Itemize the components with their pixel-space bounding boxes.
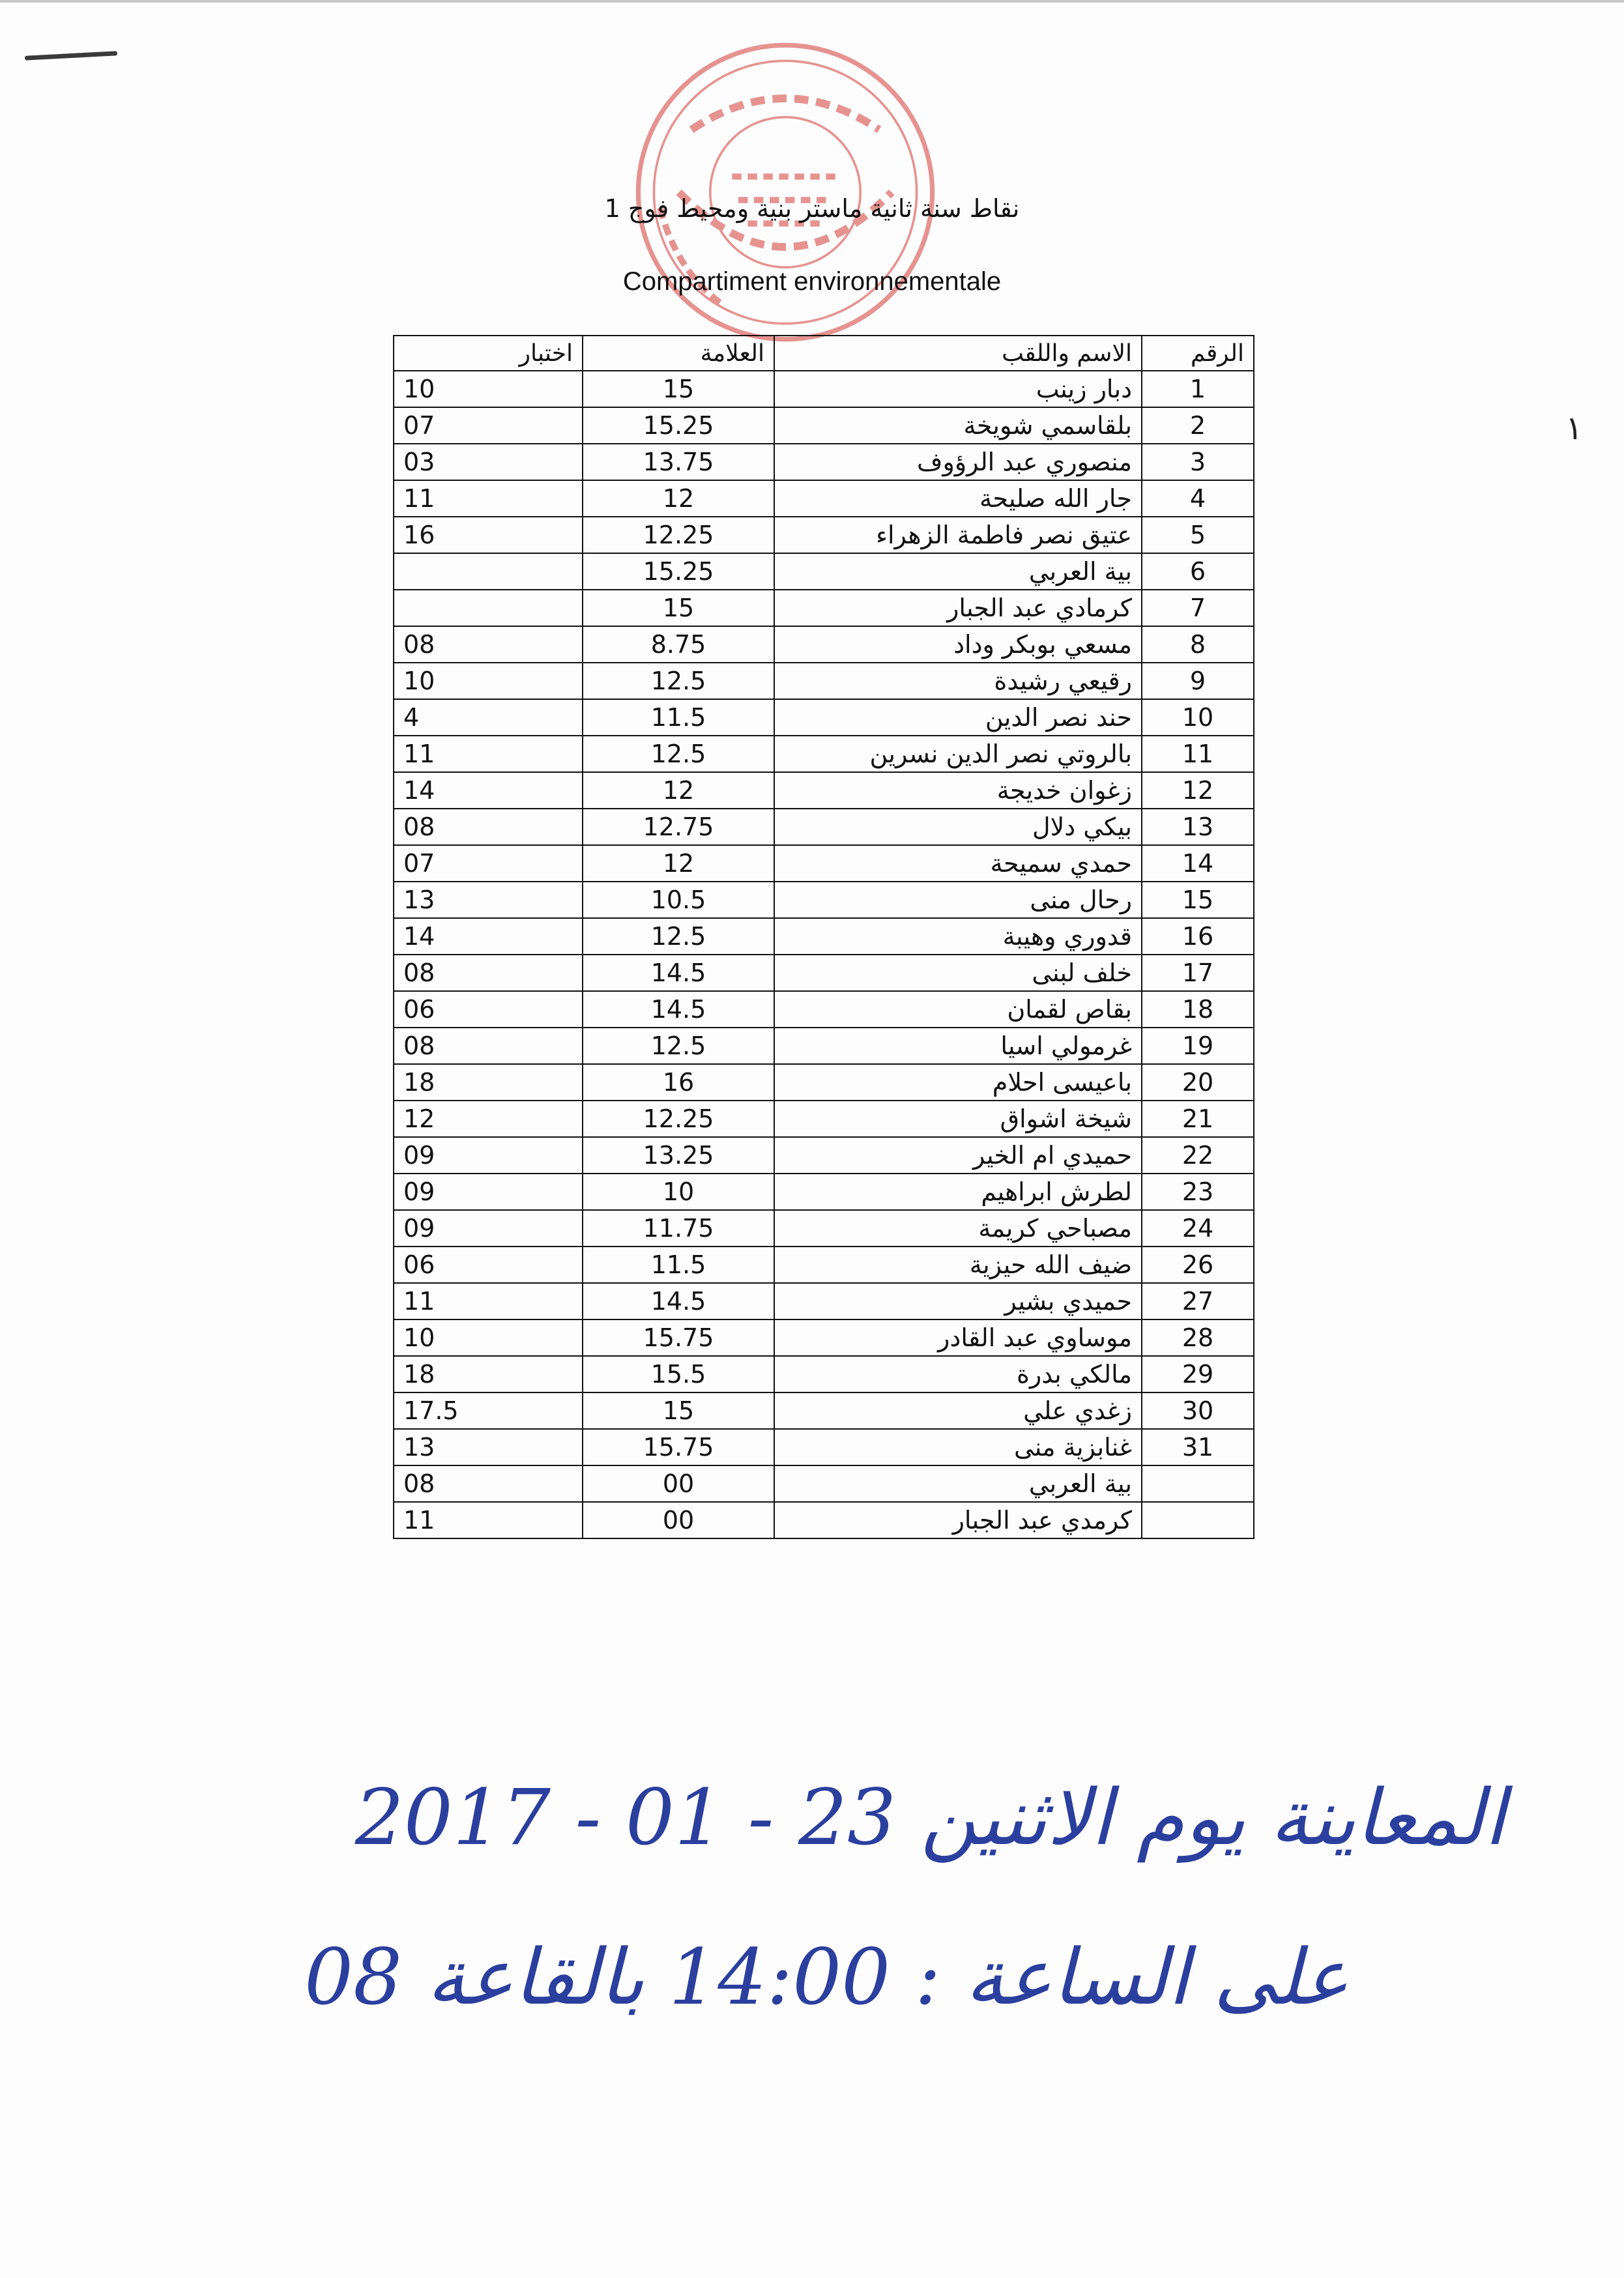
- table-row: [394, 772, 1254, 809]
- cell-grade: 12.5: [583, 663, 774, 699]
- cell-grade: 00: [583, 1502, 774, 1538]
- table-row: [394, 553, 1254, 590]
- page-side-mark: ١: [1565, 409, 1583, 447]
- cell-name: مسعي بوبكر وداد: [774, 626, 1142, 663]
- grades-table: [393, 335, 1254, 1539]
- cell-test: 03: [394, 444, 583, 480]
- cell-grade: 10.5: [583, 882, 774, 918]
- table-row: [394, 845, 1254, 882]
- table-row: [394, 444, 1254, 480]
- cell-name: حميدي ام الخير: [774, 1137, 1142, 1174]
- cell-grade: 15.5: [583, 1356, 774, 1392]
- cell-num: 26: [1142, 1247, 1254, 1283]
- table-row: [394, 1429, 1254, 1465]
- cell-test: 07: [394, 845, 583, 882]
- cell-num: [1142, 1502, 1254, 1538]
- cell-grade: 12.5: [583, 918, 774, 955]
- cell-name: رقيعي رشيدة: [774, 663, 1142, 699]
- table-row: [394, 626, 1254, 663]
- cell-test: 13: [394, 1429, 583, 1465]
- cell-test: 17.5: [394, 1392, 583, 1429]
- cell-test: 06: [394, 991, 583, 1028]
- cell-num: 5: [1142, 517, 1254, 553]
- table-row: [394, 371, 1254, 407]
- cell-test: 08: [394, 809, 583, 845]
- table-row: [394, 1356, 1254, 1392]
- table-row: [394, 1210, 1254, 1247]
- cell-name: غرمولي اسيا: [774, 1028, 1142, 1064]
- table-row: [394, 1392, 1254, 1429]
- cell-test: 18: [394, 1064, 583, 1101]
- cell-name: مالكي بدرة: [774, 1356, 1142, 1392]
- header-name: الاسم واللقب: [774, 336, 1142, 371]
- page-top-edge: [0, 0, 1624, 3]
- cell-grade: 15.75: [583, 1429, 774, 1465]
- handwritten-note-time-room: على الساعة : 14:00 بالقاعة 08: [304, 1932, 1349, 2022]
- table-row: [394, 590, 1254, 626]
- cell-num: 6: [1142, 553, 1254, 590]
- cell-name: عتيق نصر فاطمة الزهراء: [774, 517, 1142, 553]
- cell-test: 12: [394, 1101, 583, 1137]
- table-row: [394, 1137, 1254, 1174]
- cell-num: 10: [1142, 699, 1254, 736]
- cell-test: 16: [394, 517, 583, 553]
- cell-test: 11: [394, 480, 583, 517]
- cell-num: 29: [1142, 1356, 1254, 1392]
- table-row: [394, 1283, 1254, 1319]
- cell-grade: 15.25: [583, 407, 774, 444]
- cell-grade: 12.25: [583, 517, 774, 553]
- cell-name: حميدي بشير: [774, 1283, 1142, 1319]
- cell-grade: 12.5: [583, 736, 774, 772]
- cell-num: 23: [1142, 1174, 1254, 1210]
- cell-test: 06: [394, 1247, 583, 1283]
- cell-num: 9: [1142, 663, 1254, 699]
- cell-grade: 16: [583, 1064, 774, 1101]
- cell-num: 3: [1142, 444, 1254, 480]
- cell-num: 4: [1142, 480, 1254, 517]
- cell-grade: 14.5: [583, 1283, 774, 1319]
- cell-test: 14: [394, 772, 583, 809]
- cell-num: [1142, 1465, 1254, 1502]
- cell-name: باعيسى احلام: [774, 1064, 1142, 1101]
- cell-num: 31: [1142, 1429, 1254, 1465]
- cell-name: حمدي سميحة: [774, 845, 1142, 882]
- official-stamp: [629, 36, 942, 349]
- cell-grade: 12.5: [583, 1028, 774, 1064]
- table-row: [394, 918, 1254, 955]
- cell-grade: 15: [583, 590, 774, 626]
- cell-num: 2: [1142, 407, 1254, 444]
- cell-name: شيخة اشواق: [774, 1101, 1142, 1137]
- cell-test: 10: [394, 663, 583, 699]
- cell-grade: 11.5: [583, 699, 774, 736]
- cell-name: موساوي عبد القادر: [774, 1319, 1142, 1356]
- cell-num: 22: [1142, 1137, 1254, 1174]
- stamp-icon: [629, 36, 942, 349]
- cell-test: 4: [394, 699, 583, 736]
- document-subtitle: Compartiment environnementale: [622, 267, 1002, 296]
- cell-num: 28: [1142, 1319, 1254, 1356]
- cell-test: 09: [394, 1137, 583, 1174]
- cell-grade: 15.75: [583, 1319, 774, 1356]
- cell-name: بية العربي: [774, 1465, 1142, 1502]
- table-row: [394, 1502, 1254, 1538]
- table-row: [394, 991, 1254, 1028]
- cell-num: 21: [1142, 1101, 1254, 1137]
- cell-num: 19: [1142, 1028, 1254, 1064]
- cell-test: 09: [394, 1210, 583, 1247]
- scan-mark: [25, 51, 117, 60]
- cell-name: دبار زينب: [774, 371, 1142, 407]
- cell-name: كرمدي عبد الجبار: [774, 1502, 1142, 1538]
- cell-grade: 11.75: [583, 1210, 774, 1247]
- cell-test: 10: [394, 371, 583, 407]
- table-row: [394, 1101, 1254, 1137]
- table-row: [394, 809, 1254, 845]
- cell-grade: 12.75: [583, 809, 774, 845]
- cell-test: 13: [394, 882, 583, 918]
- cell-name: لطرش ابراهيم: [774, 1174, 1142, 1210]
- cell-grade: 10: [583, 1174, 774, 1210]
- cell-grade: 14.5: [583, 955, 774, 991]
- cell-name: غنابزية منى: [774, 1429, 1142, 1465]
- cell-name: جار الله صليحة: [774, 480, 1142, 517]
- cell-test: 08: [394, 955, 583, 991]
- cell-num: 27: [1142, 1283, 1254, 1319]
- table-row: [394, 663, 1254, 699]
- table-row: [394, 736, 1254, 772]
- cell-name: مصباحي كريمة: [774, 1210, 1142, 1247]
- cell-num: 18: [1142, 991, 1254, 1028]
- cell-name: بيكي دلال: [774, 809, 1142, 845]
- header-test: اختبار: [394, 336, 583, 371]
- table-row: [394, 517, 1254, 553]
- cell-test: [394, 553, 583, 590]
- cell-num: 14: [1142, 845, 1254, 882]
- cell-test: 11: [394, 1502, 583, 1538]
- cell-test: 07: [394, 407, 583, 444]
- table-row: [394, 1174, 1254, 1210]
- table-row: [394, 407, 1254, 444]
- cell-name: بية العربي: [774, 553, 1142, 590]
- table-row: [394, 1064, 1254, 1101]
- cell-num: 24: [1142, 1210, 1254, 1247]
- cell-num: 1: [1142, 371, 1254, 407]
- cell-name: رحال منى: [774, 882, 1142, 918]
- cell-name: بالروتي نصر الدين نسرين: [774, 736, 1142, 772]
- cell-num: 7: [1142, 590, 1254, 626]
- cell-num: 8: [1142, 626, 1254, 663]
- cell-test: 08: [394, 626, 583, 663]
- cell-num: 20: [1142, 1064, 1254, 1101]
- cell-num: 16: [1142, 918, 1254, 955]
- cell-num: 11: [1142, 736, 1254, 772]
- header-grade: العلامة: [583, 336, 774, 371]
- cell-grade: 12: [583, 480, 774, 517]
- cell-test: 11: [394, 736, 583, 772]
- table-row: [394, 1247, 1254, 1283]
- cell-test: 09: [394, 1174, 583, 1210]
- grades-body: [394, 371, 1254, 1538]
- handwritten-note-date: المعاينة يوم الاثنين 23 - 01 - 2017: [355, 1772, 1505, 1862]
- cell-grade: 12: [583, 845, 774, 882]
- document-title: نقاط سنة ثانية ماستر بنية ومحيط فوج 1: [604, 194, 1020, 223]
- cell-num: 13: [1142, 809, 1254, 845]
- cell-test: 08: [394, 1465, 583, 1502]
- cell-name: بقاص لقمان: [774, 991, 1142, 1028]
- cell-test: 08: [394, 1028, 583, 1064]
- cell-grade: 15: [583, 371, 774, 407]
- cell-num: 17: [1142, 955, 1254, 991]
- cell-name: كرمادي عبد الجبار: [774, 590, 1142, 626]
- cell-grade: 13.75: [583, 444, 774, 480]
- cell-grade: 14.5: [583, 991, 774, 1028]
- cell-name: حند نصر الدين: [774, 699, 1142, 736]
- table-row: [394, 955, 1254, 991]
- cell-num: 30: [1142, 1392, 1254, 1429]
- cell-test: [394, 590, 583, 626]
- cell-name: بلقاسمي شويخة: [774, 407, 1142, 444]
- cell-test: 11: [394, 1283, 583, 1319]
- table-row: [394, 480, 1254, 517]
- cell-name: زغدي علي: [774, 1392, 1142, 1429]
- table-row: [394, 1465, 1254, 1502]
- header-num: الرقم: [1142, 336, 1254, 371]
- cell-name: زغوان خديجة: [774, 772, 1142, 809]
- cell-grade: 15.25: [583, 553, 774, 590]
- cell-test: 18: [394, 1356, 583, 1392]
- cell-grade: 00: [583, 1465, 774, 1502]
- cell-grade: 8.75: [583, 626, 774, 663]
- table-header-row: [394, 336, 1254, 371]
- cell-num: 12: [1142, 772, 1254, 809]
- cell-test: 14: [394, 918, 583, 955]
- table-row: [394, 1319, 1254, 1356]
- cell-grade: 15: [583, 1392, 774, 1429]
- cell-grade: 11.5: [583, 1247, 774, 1283]
- cell-grade: 12.25: [583, 1101, 774, 1137]
- cell-test: 10: [394, 1319, 583, 1356]
- cell-num: 15: [1142, 882, 1254, 918]
- cell-name: خلف لبنى: [774, 955, 1142, 991]
- table-row: [394, 699, 1254, 736]
- cell-name: ضيف الله حيزية: [774, 1247, 1142, 1283]
- cell-grade: 12: [583, 772, 774, 809]
- cell-name: منصوري عبد الرؤوف: [774, 444, 1142, 480]
- cell-grade: 13.25: [583, 1137, 774, 1174]
- cell-name: قدوري وهيبة: [774, 918, 1142, 955]
- table-row: [394, 882, 1254, 918]
- table-row: [394, 1028, 1254, 1064]
